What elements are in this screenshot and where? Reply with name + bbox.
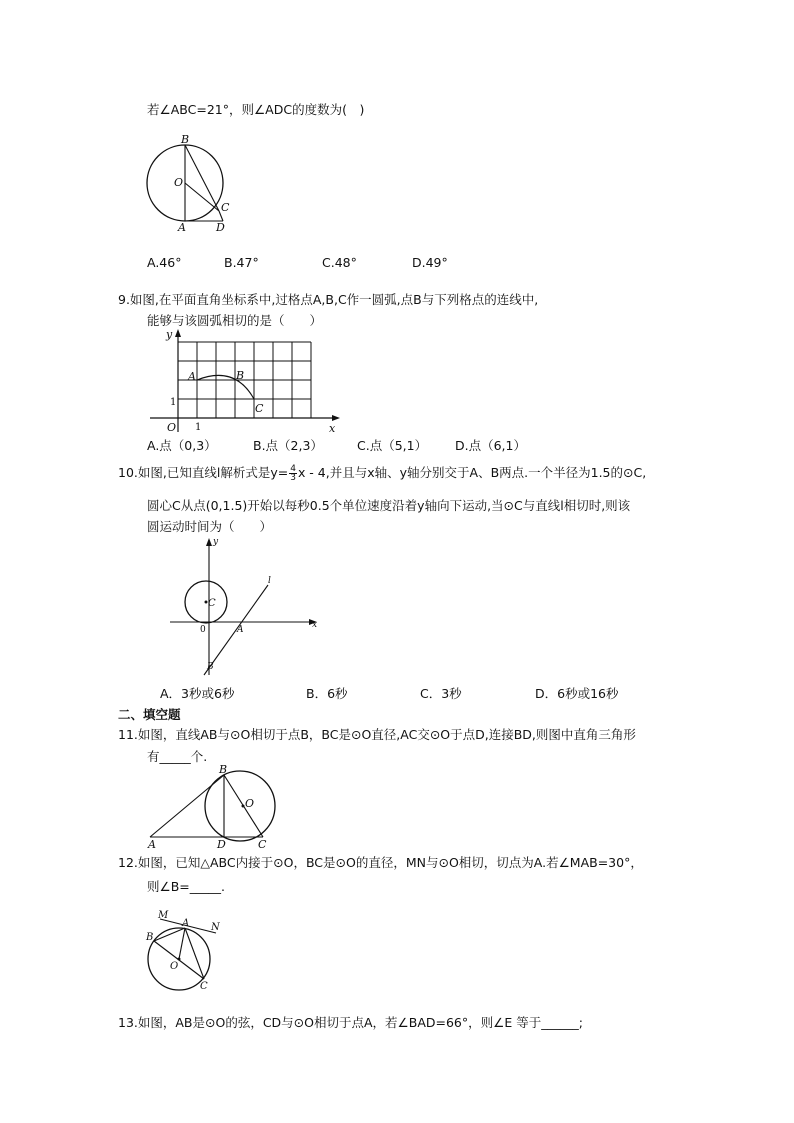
q10-point-b-label: B bbox=[207, 662, 214, 672]
q12-label-a: A bbox=[182, 918, 190, 929]
q9-option-c[interactable]: C.点（5,1） bbox=[357, 438, 428, 453]
q12-label-c: C bbox=[200, 981, 208, 992]
q8-label-a: A bbox=[178, 221, 186, 234]
q11-question-text-2: 有_____个. bbox=[147, 749, 208, 764]
q11-label-a: A bbox=[148, 838, 156, 851]
q11-label-c: C bbox=[258, 838, 267, 851]
q11-label-d: D bbox=[217, 838, 226, 851]
q9-point-a-label: A bbox=[188, 370, 196, 383]
q10-question-text-3: 圆运动时间为（ ） bbox=[147, 519, 273, 534]
q11-question-text-1: 11.如图，直线AB与⊙O相切于点B，BC是⊙O直径,AC交⊙O于点D,连接BD,则图中直角三角形 bbox=[118, 727, 636, 742]
q12-figure bbox=[140, 905, 230, 995]
q10-axis-x-label: x bbox=[312, 620, 318, 630]
q11-figure bbox=[145, 762, 320, 852]
q9-question-text-2: 能够与该圆弧相切的是（ ） bbox=[147, 313, 323, 328]
q10-origin-label: 0 bbox=[200, 625, 206, 635]
q8-label-b: B bbox=[181, 133, 190, 146]
q12-label-n: N bbox=[211, 922, 220, 933]
q10-axis-y-label: y bbox=[213, 537, 219, 547]
q10-option-b[interactable]: B．6秒 bbox=[306, 686, 348, 701]
q10-center-c-label: C bbox=[208, 598, 216, 609]
q8-label-d: D bbox=[216, 221, 225, 234]
q9-point-c-label: C bbox=[255, 402, 264, 415]
q10-point-a-label: A bbox=[237, 625, 244, 635]
q9-tick-y-1: 1 bbox=[170, 397, 177, 408]
q8-label-o: O bbox=[174, 176, 184, 189]
q10-option-c[interactable]: C．3秒 bbox=[420, 686, 462, 701]
q8-option-d[interactable]: D.49° bbox=[412, 255, 448, 270]
q9-grid-figure bbox=[140, 328, 350, 438]
q10-option-a[interactable]: A．3秒或6秒 bbox=[160, 686, 235, 701]
q9-axis-x-label: x bbox=[329, 422, 336, 435]
q10-question-text-2: 圆心C从点(0,1.5)开始以每秒0.5个单位速度沿着y轴向下运动,当⊙C与直线l相切时,则该 bbox=[147, 498, 631, 513]
q8-figure bbox=[140, 130, 260, 240]
q12-label-m: M bbox=[158, 910, 169, 921]
q12-label-o: O bbox=[170, 961, 179, 972]
q8-option-b[interactable]: B.47° bbox=[224, 255, 259, 270]
q12-label-b: B bbox=[146, 932, 154, 943]
q11-label-b: B bbox=[219, 763, 228, 776]
q9-axis-y-label: y bbox=[166, 328, 173, 341]
q8-option-a[interactable]: A.46° bbox=[147, 255, 182, 270]
q12-question-text-2: 则∠B=_____. bbox=[147, 879, 225, 894]
q9-option-a[interactable]: A.点（0,3） bbox=[147, 438, 217, 453]
q12-question-text-1: 12.如图，已知△ABC内接于⊙O，BC是⊙O的直径，MN与⊙O相切，切点为A.若∠MAB=30°， bbox=[118, 855, 643, 870]
q8-question-text: 若∠ABC=21°，则∠ADC的度数为( ) bbox=[147, 102, 365, 117]
q13-question-text: 13.如图，AB是⊙O的弦，CD与⊙O相切于点A，若∠BAD=66°，则∠E 等于______; bbox=[118, 1015, 583, 1030]
q10-line-l-label: l bbox=[268, 576, 271, 586]
q10-option-d[interactable]: D．6秒或16秒 bbox=[535, 686, 619, 701]
q11-label-o: O bbox=[245, 797, 255, 810]
q10-fraction: $\frac{4}{3}$ bbox=[290, 464, 296, 483]
q9-question-text-1: 9.如图,在平面直角坐标系中,过格点A,B,C作一圆弧,点B与下列格点的连线中, bbox=[118, 292, 539, 307]
q9-origin-label: O bbox=[167, 421, 177, 434]
q9-option-b[interactable]: B.点（2,3） bbox=[253, 438, 323, 453]
q8-option-c[interactable]: C.48° bbox=[322, 255, 357, 270]
q8-label-c: C bbox=[221, 201, 230, 214]
q9-tick-x-1: 1 bbox=[195, 422, 202, 433]
q10-question-text-1: 10.如图,已知直线l解析式是y= $\frac{4}{3}$ x - 4,并且与x轴、y轴分别交于A、B两点.一个半径为1.5的⊙C, bbox=[118, 464, 647, 483]
q10-figure bbox=[165, 535, 325, 680]
section-fill-in-heading: 二、填空题 bbox=[118, 707, 181, 722]
q9-option-d[interactable]: D.点（6,1） bbox=[455, 438, 526, 453]
q9-point-b-label: B bbox=[236, 369, 245, 382]
